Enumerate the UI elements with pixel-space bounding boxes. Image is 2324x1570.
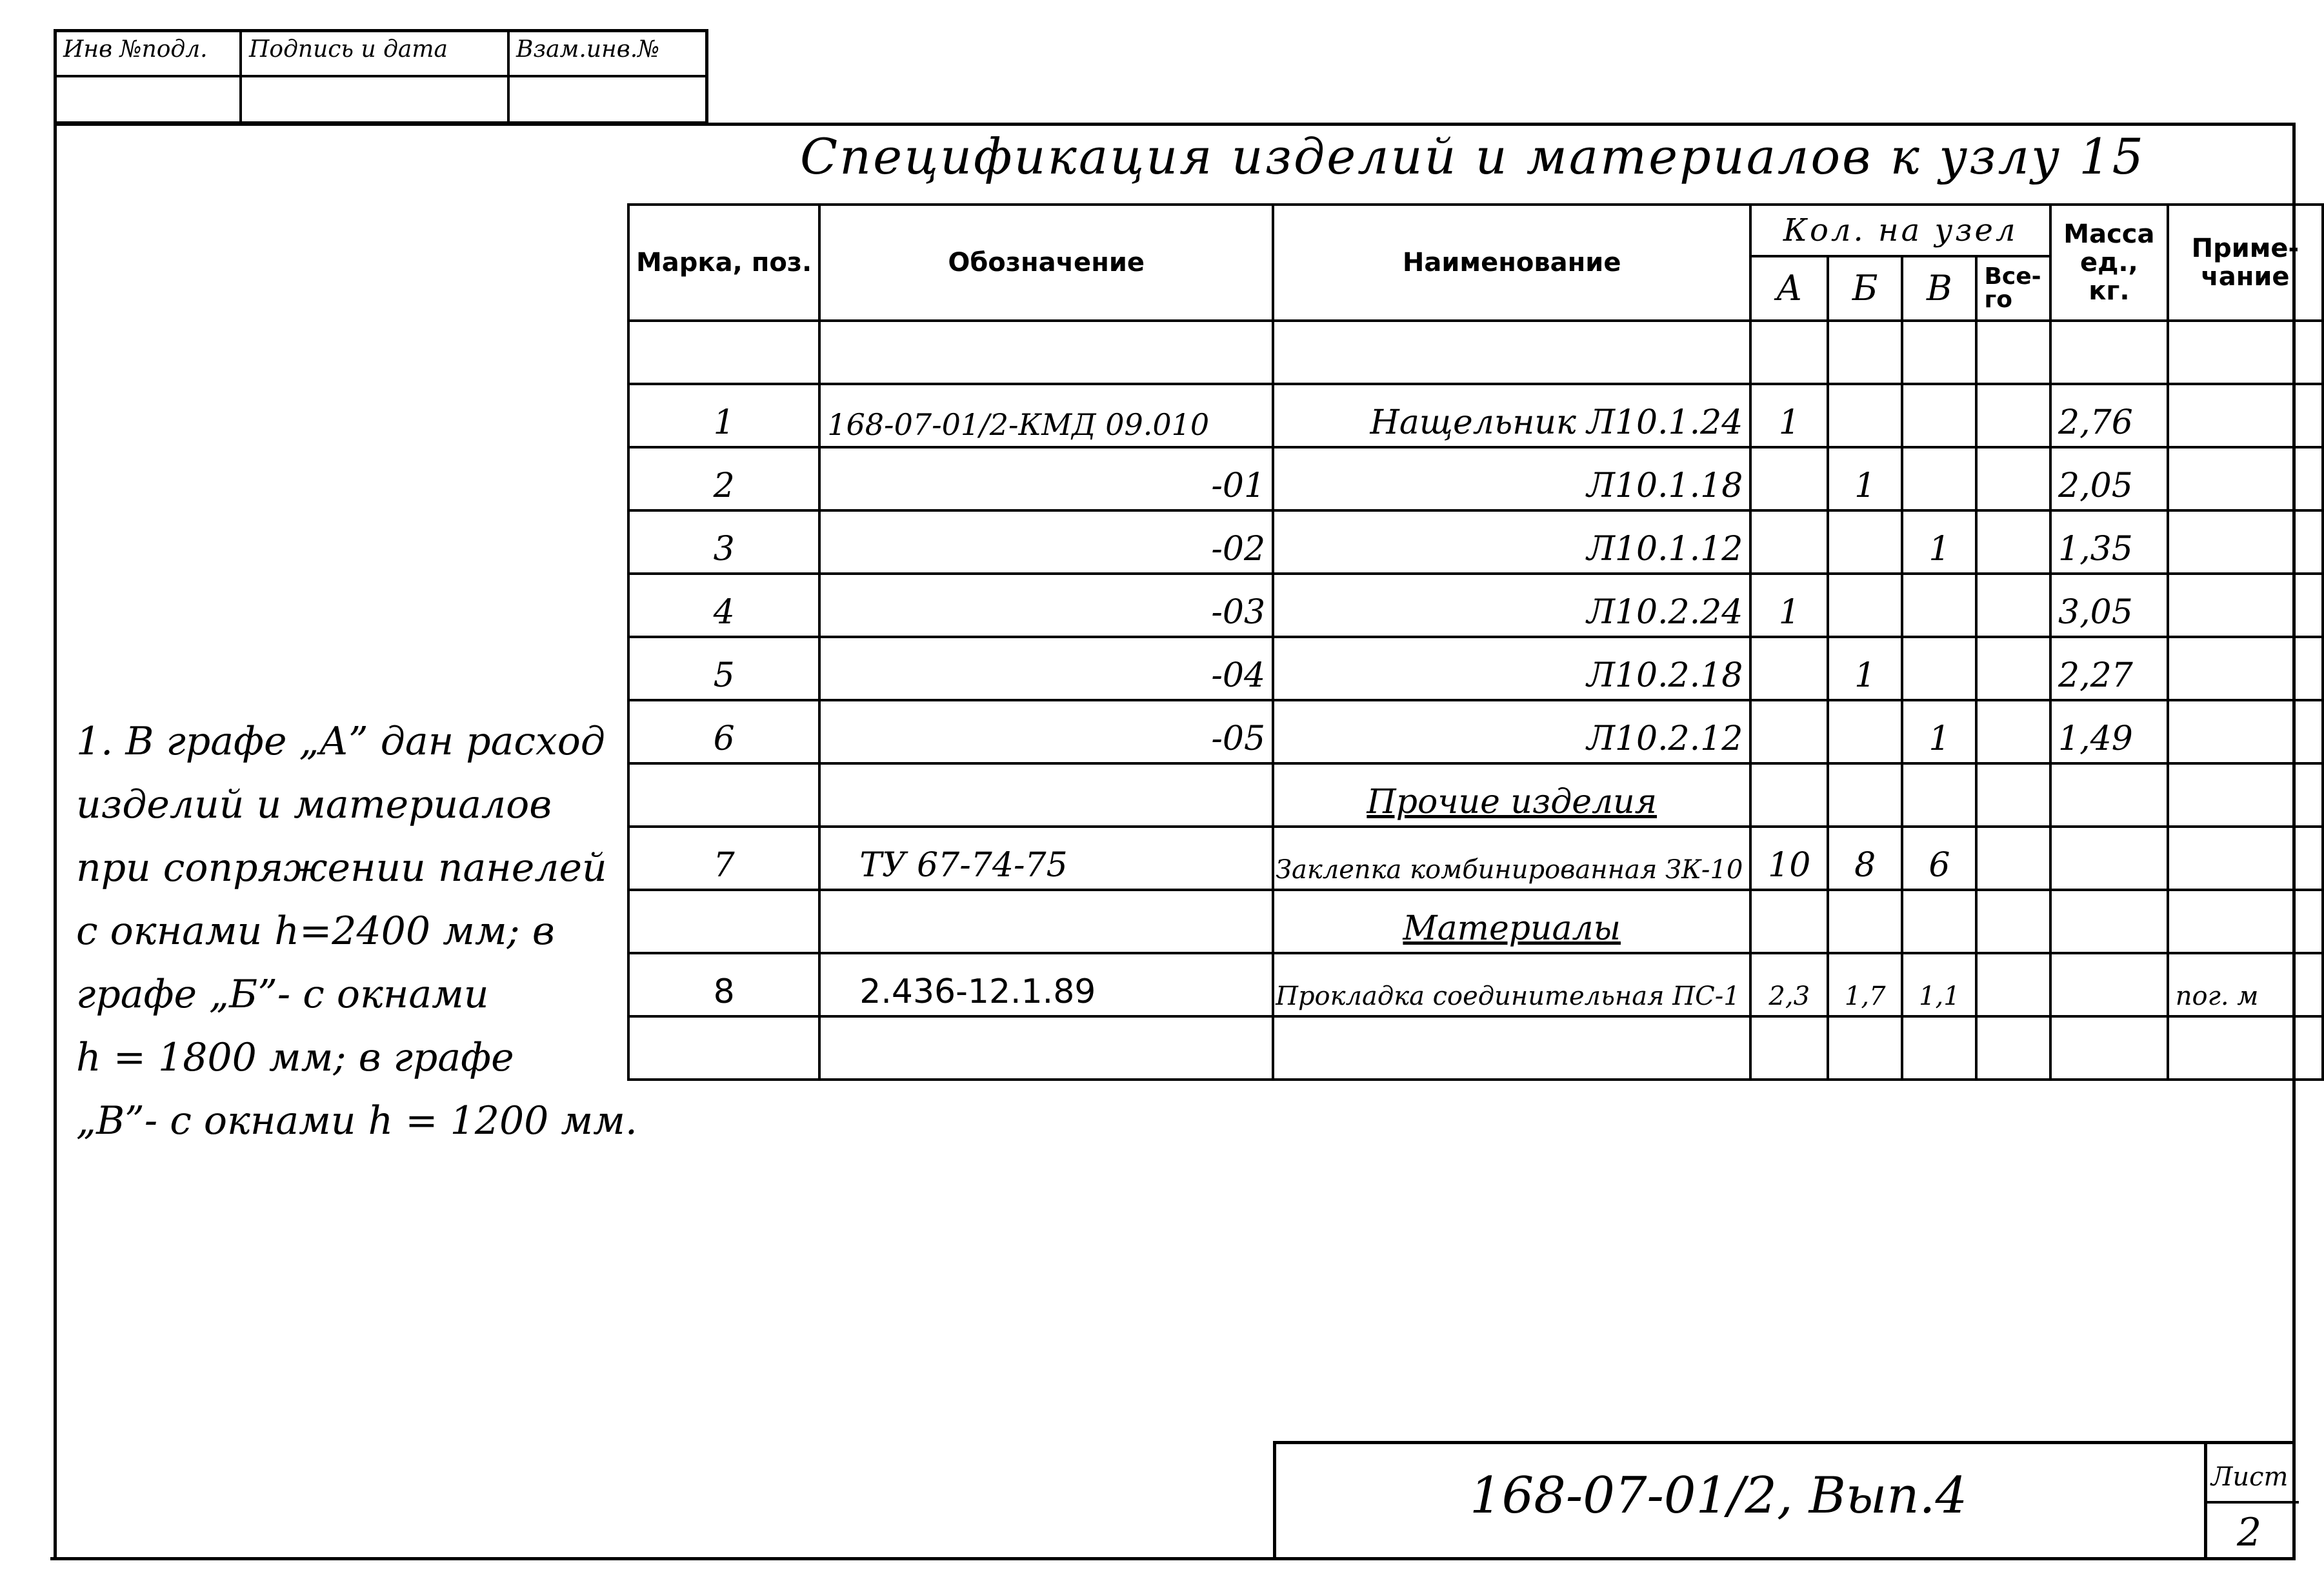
footnote-line: графе „Б”- с окнами [76, 972, 489, 1017]
header-name: Наименование [1273, 205, 1750, 321]
footnote-line: 1. В графе „А” дан расход [76, 719, 605, 764]
sheet-box [2204, 1444, 2299, 1560]
header-note: Приме- чание [2168, 205, 2323, 321]
table-row [628, 700, 2323, 763]
title-block [1273, 1441, 2296, 1560]
cell-qty-a: 10 [1750, 827, 1828, 890]
cell-designation: -04 [819, 637, 1273, 700]
table-row [628, 574, 2323, 637]
cell-mark: 5 [628, 637, 819, 700]
footnote-line: „В”- с окнами h = 1200 мм. [76, 1098, 637, 1143]
cell-note: пог. м [2168, 953, 2323, 1016]
footnote-line: при сопряжении панелей [76, 845, 607, 891]
cell-qty-total [1976, 447, 2050, 510]
cell-mark: 4 [628, 574, 819, 637]
cell-qty-total [1976, 953, 2050, 1016]
stamp-divider [239, 32, 242, 121]
cell-note [2168, 447, 2323, 510]
section-materials: Материалы [1273, 890, 1750, 953]
cell-qty-a: 2,3 [1750, 953, 1828, 1016]
table-row [628, 384, 2323, 447]
cell-mass: 2,76 [2050, 384, 2168, 447]
cell-designation: -01 [819, 447, 1273, 510]
cell-mass: 1,35 [2050, 510, 2168, 574]
table-row [628, 510, 2323, 574]
document-number: 168-07-01/2, Вып.4 [1470, 1467, 1968, 1525]
cell-note [2168, 384, 2323, 447]
cell-qty-v: 1,1 [1902, 953, 1976, 1016]
cell-qty-b: 8 [1828, 827, 1902, 890]
cell-qty-v [1902, 384, 1976, 447]
cell-qty-b [1828, 384, 1902, 447]
header-mass: Масса ед., кг. [2050, 205, 2168, 321]
cell-qty-total [1976, 827, 2050, 890]
cell-mass: 1,49 [2050, 700, 2168, 763]
cell-mark: 8 [628, 953, 819, 1016]
table-row [628, 447, 2323, 510]
footnote [76, 710, 637, 1152]
cell-name: Л10.2.12 [1273, 700, 1750, 763]
footnote-line: изделий и материалов [76, 782, 552, 827]
cell-designation: -03 [819, 574, 1273, 637]
cell-mass: 3,05 [2050, 574, 2168, 637]
cell-qty-a: 1 [1750, 574, 1828, 637]
cell-qty-total [1976, 384, 2050, 447]
cell-note [2168, 827, 2323, 890]
cell-qty-b [1828, 510, 1902, 574]
cell-mark: 3 [628, 510, 819, 574]
header-mark: Марка, поз. [628, 205, 819, 321]
header-designation: Обозначение [819, 205, 1273, 321]
cell-qty-total [1976, 637, 2050, 700]
cell-mark: 2 [628, 447, 819, 510]
table-row [628, 953, 2323, 1016]
header-qty-group: Кол. на узел [1750, 205, 2050, 256]
cell-qty-b: 1 [1828, 447, 1902, 510]
header-qty-v: В [1902, 256, 1976, 321]
table-row [628, 321, 2323, 384]
header-qty-b: Б [1828, 256, 1902, 321]
cell-designation: 2.436-12.1.89 [819, 953, 1273, 1016]
footnote-line: h = 1800 мм; в графе [76, 1035, 514, 1080]
cell-qty-b: 1 [1828, 637, 1902, 700]
cell-mark: 6 [628, 700, 819, 763]
cell-qty-v [1902, 637, 1976, 700]
cell-qty-v [1902, 574, 1976, 637]
cell-qty-a: 1 [1750, 384, 1828, 447]
cell-qty-total [1976, 510, 2050, 574]
stamp-repl-inv: Взам.инв.№ [516, 36, 660, 63]
cell-note [2168, 637, 2323, 700]
section-other-items: Прочие изделия [1273, 763, 1750, 827]
cell-qty-a [1750, 510, 1828, 574]
cell-qty-v: 1 [1902, 700, 1976, 763]
cell-name: Заклепка комбинированная ЗК-10 [1273, 827, 1750, 890]
cell-designation: 168-07-01/2-КМД 09.010 [819, 384, 1273, 447]
cell-note [2168, 574, 2323, 637]
header-qty-total: Все- го [1976, 256, 2050, 321]
cell-name: Л10.1.18 [1273, 447, 1750, 510]
cell-name: Прокладка соединительная ПС-1 [1273, 953, 1750, 1016]
cell-qty-v: 6 [1902, 827, 1976, 890]
table-row [628, 763, 2323, 827]
cell-name: Л10.2.24 [1273, 574, 1750, 637]
cell-qty-a [1750, 637, 1828, 700]
cell-mass [2050, 827, 2168, 890]
sheet-divider [2207, 1501, 2299, 1504]
stamp-divider [507, 32, 510, 121]
cell-qty-b [1828, 574, 1902, 637]
cell-qty-total [1976, 700, 2050, 763]
cell-designation: -05 [819, 700, 1273, 763]
specification-table [627, 203, 2324, 1081]
cell-qty-b [1828, 700, 1902, 763]
stamp-sign-date: Подпись и дата [249, 36, 448, 63]
cell-note [2168, 700, 2323, 763]
page-title: Спецификация изделий и материалов к узлу 15 [800, 128, 2145, 185]
table-row [628, 827, 2323, 890]
sheet-number: 2 [2237, 1510, 2262, 1555]
header-qty-a: А [1750, 256, 1828, 321]
cell-designation: -02 [819, 510, 1273, 574]
cell-name: Нащельник Л10.1.24 [1273, 384, 1750, 447]
stamp-inv-orig: Инв №подл. [63, 36, 208, 63]
cell-qty-total [1976, 574, 2050, 637]
cell-qty-v [1902, 447, 1976, 510]
cell-mass: 2,27 [2050, 637, 2168, 700]
sheet-label: Лист [2211, 1462, 2289, 1492]
cell-mass: 2,05 [2050, 447, 2168, 510]
cell-name: Л10.2.18 [1273, 637, 1750, 700]
cell-mark: 7 [628, 827, 819, 890]
cell-name: Л10.1.12 [1273, 510, 1750, 574]
cell-qty-b: 1,7 [1828, 953, 1902, 1016]
cell-mark: 1 [628, 384, 819, 447]
table-row [628, 637, 2323, 700]
cell-note [2168, 510, 2323, 574]
cell-mass [2050, 953, 2168, 1016]
approval-stamp [54, 29, 708, 125]
cell-qty-a [1750, 700, 1828, 763]
table-row [628, 890, 2323, 953]
cell-qty-v: 1 [1902, 510, 1976, 574]
table-row [628, 1016, 2323, 1080]
cell-qty-a [1750, 447, 1828, 510]
footnote-line: с окнами h=2400 мм; в [76, 909, 555, 954]
cell-designation: ТУ 67-74-75 [819, 827, 1273, 890]
